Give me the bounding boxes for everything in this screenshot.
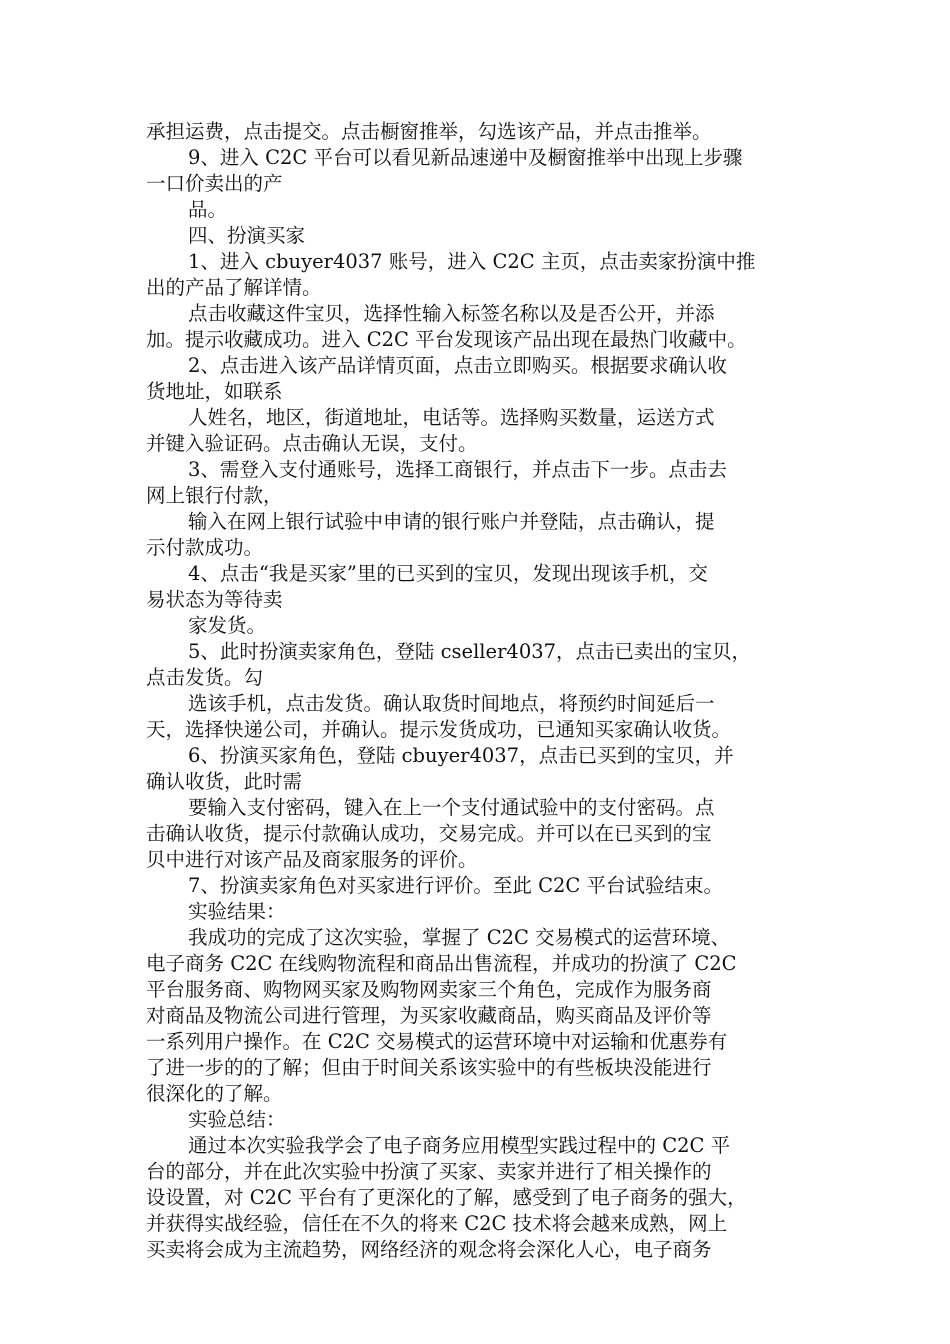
text-line: 易状态为等待卖 xyxy=(146,588,283,611)
text-line: 击确认收货，提示付款确认成功，交易完成。并可以在已买到的宝 xyxy=(146,822,712,845)
text-line: 3、需登入支付通账号，选择工商银行，并点击下一步。点击去 xyxy=(188,458,727,481)
text-line: 要输入支付密码，键入在上一个支付通试验中的支付密码。点 xyxy=(188,796,715,819)
text-line: 确认收货，此时需 xyxy=(146,770,303,793)
text-line: 点击发货。勾 xyxy=(146,666,264,689)
text-line: 2、点击进入该产品详情页面，点击立即购买。根据要求确认收 xyxy=(188,354,727,377)
text-line: 一口价卖出的产 xyxy=(146,172,283,195)
text-line: 并获得实战经验，信任在不久的将来 C2C 技术将会越来成熟，网上 xyxy=(146,1212,728,1235)
text-line: 加。提示收藏成功。进入 C2C 平台发现该产品出现在最热门收藏中。 xyxy=(146,328,747,351)
text-line: 出的产品了解详情。 xyxy=(146,276,322,299)
text-line: 我成功的完成了这次实验，掌握了 C2C 交易模式的运营环境、 xyxy=(188,926,731,949)
text-line: 6、扮演买家角色，登陆 cbuyer4037，点击已买到的宝贝，并 xyxy=(188,744,734,767)
text-line: 家发货。 xyxy=(188,614,267,637)
text-line: 网上银行付款， xyxy=(146,484,283,507)
text-line: 货地址，如联系 xyxy=(146,380,283,403)
text-line: 实验总结： xyxy=(188,1108,286,1131)
text-line: 平台服务商、购物网买家及购物网卖家三个角色，完成作为服务商 xyxy=(146,978,712,1001)
text-line: 输入在网上银行试验中申请的银行账户并登陆，点击确认，提 xyxy=(188,510,715,533)
text-line: 天，选择快递公司，并确认。提示发货成功，已通知买家确认收货。 xyxy=(146,718,732,741)
text-line: 台的部分，并在此次实验中扮演了买家、卖家并进行了相关操作的 xyxy=(146,1160,712,1183)
text-line: 通过本次实验我学会了电子商务应用模型实践过程中的 C2C 平 xyxy=(188,1134,731,1157)
text-line: 了进一步的的了解；但由于时间关系该实验中的有些板块没能进行 xyxy=(146,1056,712,1079)
text-line: 买卖将会成为主流趋势，网络经济的观念将会深化人心，电子商务 xyxy=(146,1238,712,1261)
text-line: 选该手机，点击发货。确认取货时间地点，将预约时间延后一 xyxy=(188,692,715,715)
text-line: 人姓名，地区，街道地址，电话等。选择购买数量，运送方式 xyxy=(188,406,715,429)
text-line: 示付款成功。 xyxy=(146,536,264,559)
text-line: 很深化的了解。 xyxy=(146,1082,283,1105)
text-line: 承担运费，点击提交。点击橱窗推举，勾选该产品，并点击推举。 xyxy=(146,120,712,143)
text-line: 7、扮演卖家角色对买家进行评价。至此 C2C 平台试验结束。 xyxy=(188,874,724,897)
text-line: 四、扮演买家 xyxy=(188,224,306,247)
text-line: 点击收藏这件宝贝，选择性输入标签名称以及是否公开，并添 xyxy=(188,302,715,325)
text-line: 5、此时扮演卖家角色，登陆 cseller4037，点击已卖出的宝贝， xyxy=(188,640,752,663)
text-line: 一系列用户操作。在 C2C 交易模式的运营环境中对运输和优惠券有 xyxy=(146,1030,728,1053)
text-line: 品。 xyxy=(188,198,228,221)
text-line: 实验结果： xyxy=(188,900,286,923)
text-line: 并键入验证码。点击确认无误，支付。 xyxy=(146,432,478,455)
text-line: 4、点击“我是买家”里的已买到的宝贝，发现出现该手机，交 xyxy=(188,562,708,585)
text-line: 设设置，对 C2C 平台有了更深化的了解，感受到了电子商务的强大， xyxy=(146,1186,747,1209)
text-line: 贝中进行对该产品及商家服务的评价。 xyxy=(146,848,478,871)
text-line: 电子商务 C2C 在线购物流程和商品出售流程，并成功的扮演了 C2C xyxy=(146,952,737,975)
text-line: 9、进入 C2C 平台可以看见新品速递中及橱窗推举中出现上步骤 xyxy=(188,146,743,169)
text-line: 1、进入 cbuyer4037 账号，进入 C2C 主页，点击卖家扮演中推 xyxy=(188,250,756,273)
document-body xyxy=(146,119,818,1263)
text-line: 对商品及物流公司进行管理，为买家收藏商品，购买商品及评价等 xyxy=(146,1004,712,1027)
